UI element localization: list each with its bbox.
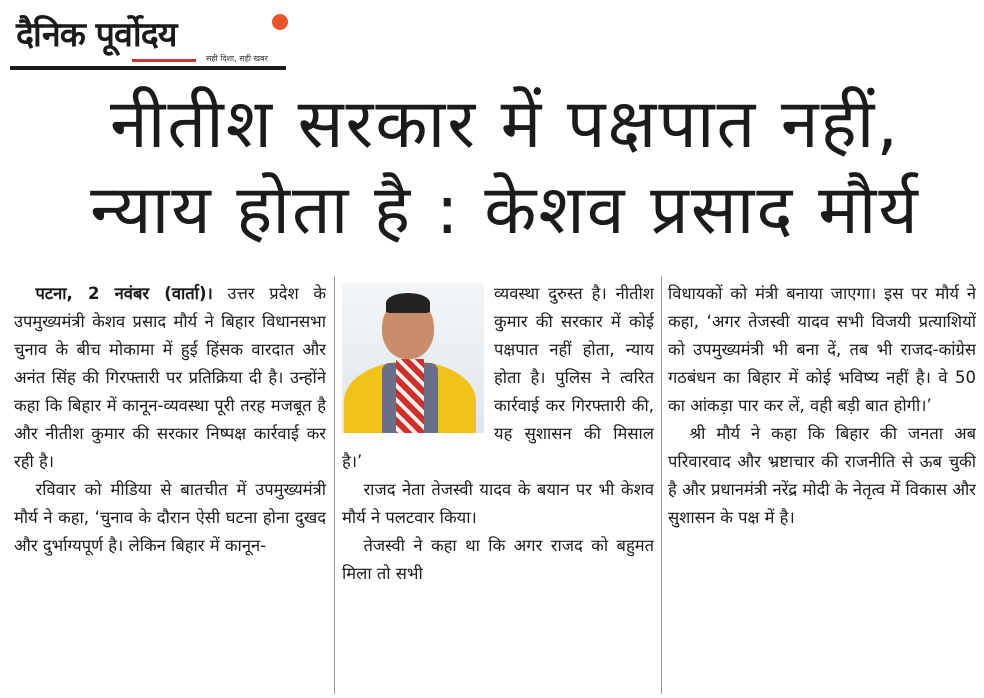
article-paragraph xyxy=(14,280,326,476)
keshav-prasad-maurya-photo xyxy=(342,283,484,433)
article-column-1 xyxy=(14,280,326,695)
headline-line-2: न्याय होता है : केशव प्रसाद मौर्य xyxy=(90,171,920,250)
newspaper-tagline: सही दिशा, सही खबर xyxy=(206,54,268,63)
newspaper-title: दैनिक पूर्वोदय xyxy=(16,15,177,55)
masthead-underline xyxy=(10,66,286,70)
masthead xyxy=(10,6,290,72)
article-column-2 xyxy=(342,280,654,695)
article-headline xyxy=(40,82,970,254)
dateline: पटना, 2 नवंबर (वार्ता)। xyxy=(35,284,213,303)
column-divider xyxy=(334,276,335,694)
paragraph-text: उत्तर प्रदेश के उपमुख्यमंत्री केशव प्रसाद मौर्य ने बिहार विधानसभा चुनाव के बीच मोकामा में हुई हिंसक वारदात और अनंत सिंह की गिरफ्तारी पर प्रतिक्रिया दी है। उन्होंने कहा कि बिहार में कानून-व्यवस्था पूरी तरह मजबूत है और नीतीश कुमार की सरकार निष्पक्ष कार्रवाई कर रही है। xyxy=(14,284,326,471)
masthead-logo-dot-icon xyxy=(272,14,288,30)
masthead-fine-print-bar xyxy=(132,59,196,62)
article-paragraph xyxy=(342,280,654,476)
article-paragraph: श्री मौर्य ने कहा कि बिहार की जनता अब परिवारवाद और भ्रष्टाचार की राजनीति से ऊब चुकी है और प्रधानमंत्री नरेंद्र मोदी के नेतृत्व में विकास और सुशासन के पक्ष में है। xyxy=(668,424,976,527)
headline-line-1: नीतीश सरकार में पक्षपात नहीं, xyxy=(110,85,900,164)
paragraph-text: व्यवस्था दुरुस्त है। नीतीश कुमार की सरकार में कोई पक्षपात नहीं होता, न्याय होता है। पुलिस ने त्वरित कार्रवाई कर गिरफ्तारी की, यह सुशासन की मिसाल है।’ xyxy=(342,284,654,471)
article-paragraph: राजद नेता तेजस्वी यादव के बयान पर भी केशव मौर्य ने पलटवार किया। xyxy=(342,480,654,527)
column-divider xyxy=(661,276,662,694)
article-paragraph: रविवार को मीडिया से बातचीत में उपमुख्यमंत्री मौर्य ने कहा, ‘चुनाव के दौरान ऐसी घटना होना दुखद और दुर्भाग्यपूर्ण है। लेकिन बिहार में कानून- xyxy=(14,480,326,555)
article-paragraph: तेजस्वी ने कहा था कि अगर राजद को बहुमत मिला तो सभी xyxy=(342,536,654,583)
article-column-3 xyxy=(668,280,976,695)
article-paragraph: विधायकों को मंत्री बनाया जाएगा। इस पर मौर्य ने कहा, ‘अगर तेजस्वी यादव सभी विजयी प्रत्याशियों को उपमुख्यमंत्री भी बना दें, तब भी राजद-कांग्रेस गठबंधन का बिहार में कोई भविष्य नहीं है। वे 50 का आंकड़ा पार कर लें, वही बड़ी बात होगी।’ xyxy=(668,284,976,415)
